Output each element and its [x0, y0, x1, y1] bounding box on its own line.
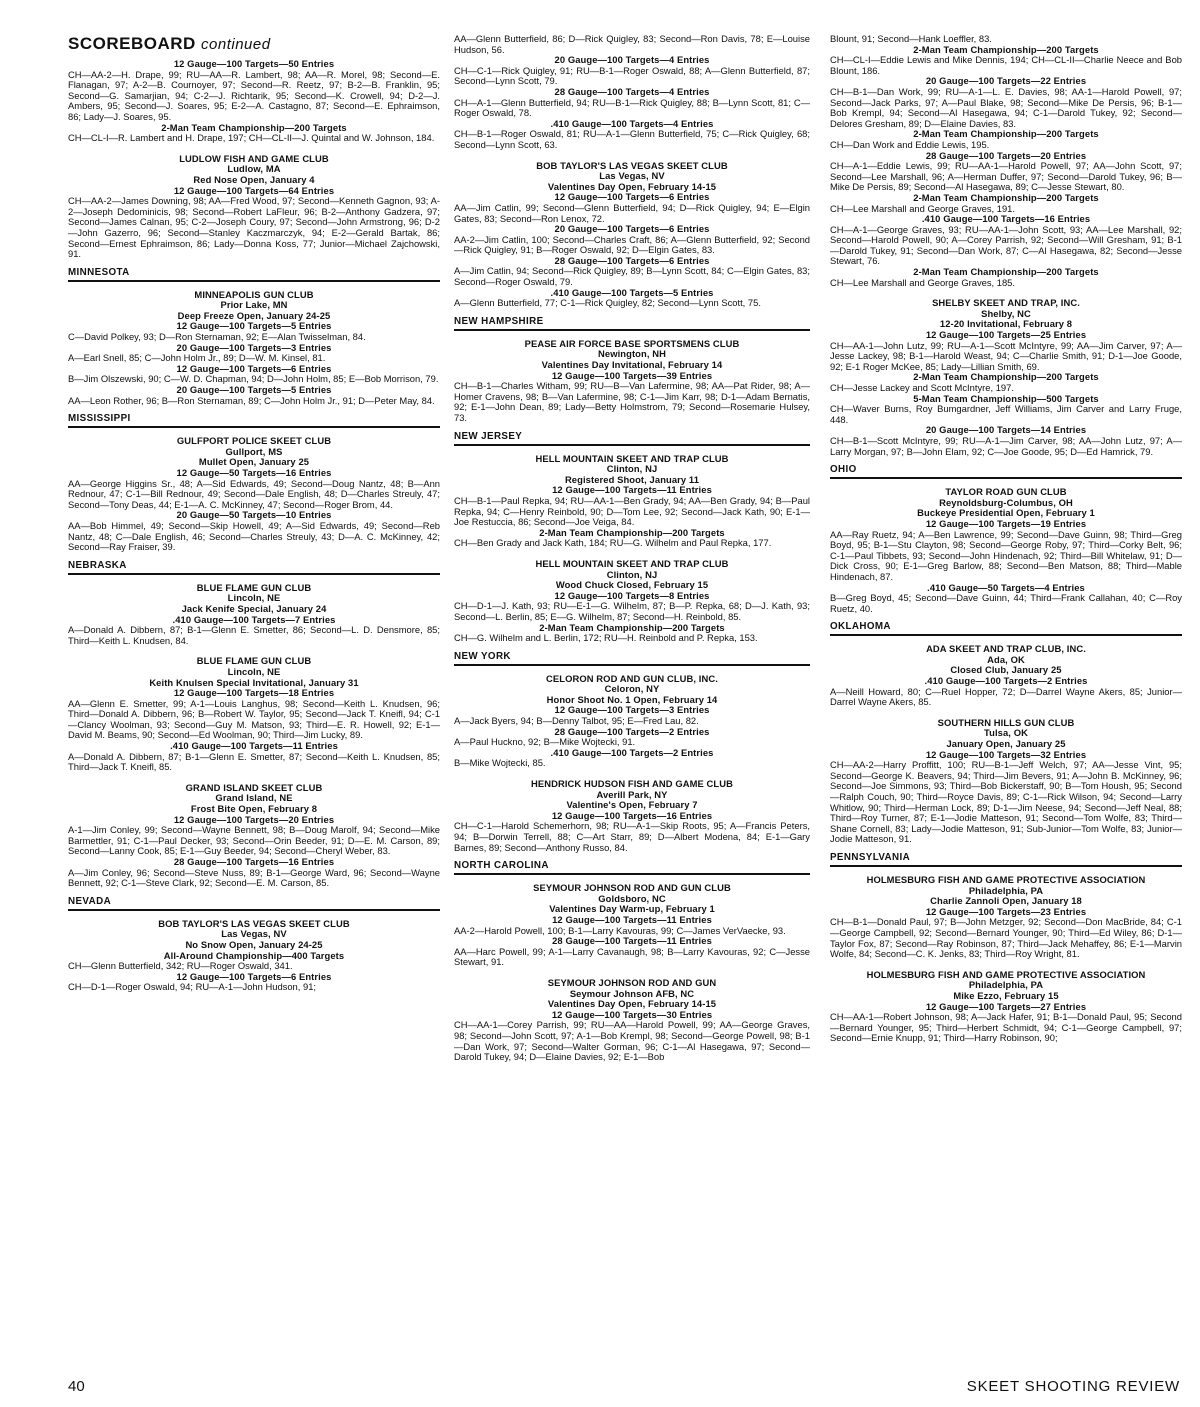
header-title: SCOREBOARD — [68, 34, 196, 53]
event-heading — [454, 87, 810, 98]
results-paragraph: A—Neill Howard, 80; C—Ruel Hopper, 72; D—Darrel Wayne Akers, 85; Junior—Darrel Wayne Akers, 85. — [830, 685, 1182, 708]
state-heading: NEW YORK — [454, 648, 810, 666]
heading-line: 12 Gauge—100 Targets—20 Entries — [173, 813, 335, 825]
results-paragraph: AA—Leon Rother, 96; B—Ron Sternaman, 89; C—John Holm Jr., 91; D—Peter May, 84. — [68, 394, 435, 406]
results-paragraph: AA—Bob Himmel, 49; Second—Skip Howell, 49; A—Sid Edwards, 49; Second—Reb Nantz, 48; C—Dale English, 46; Second—Charles Streuly, 43; D—A. C. McKinney, 42; Second—Ray Fraiser, 39. — [68, 519, 440, 553]
heading-line: Wood Chuck Closed, February 15 — [555, 579, 709, 591]
event-heading — [454, 883, 810, 925]
heading-line: HOLMESBURG FISH AND GAME PROTECTIVE ASSOCIATION — [866, 968, 1146, 980]
heading-line: 12 Gauge—100 Targets—18 Entries — [173, 687, 335, 699]
heading-line: BOB TAYLOR'S LAS VEGAS SKEET CLUB — [158, 917, 350, 929]
heading-line: Goldsboro, NC — [598, 892, 666, 904]
results-paragraph: CH—B-1—Roger Oswald, 81; RU—A-1—Glenn Butterfield, 75; C—Rick Quigley, 68; Second—Lynn Scott, 63. — [454, 128, 810, 150]
heading-line: 28 Gauge—100 Targets—4 Entries — [554, 85, 710, 97]
heading-line: Deep Freeze Open, January 24-25 — [177, 309, 331, 321]
heading-line: 12 Gauge—100 Targets—30 Entries — [551, 1008, 713, 1020]
results-paragraph: A—Jim Conley, 96; Second—Steve Nuss, 89; B-1—George Ward, 96; Second—Wayne Bennett, 92; C-1—Steve Clark, 92; Second—E. M. Carson, 85. — [68, 866, 440, 889]
results-paragraph: CH—AA-2—H. Drape, 99; RU—AA—R. Lambert, 98; AA—R. Morel, 98; Second—E. Flanagan, 97; A-2—B. Cournoyer, 97; Second—R. Reetz, 97; B-2—B. Franklin, 95; Second—G. Samarjian, 94; C-2—J. Richtarik, 95; Second—K. Crowell, 94; D-2—J. Ambers, 95; Second—J. Soares, 95; E-2—A. Castagno, 87; Second—E. Ephraimson, 86; Lady—J. Soares, 95. — [68, 68, 440, 122]
heading-line: 28 Gauge—100 Targets—16 Entries — [173, 856, 335, 867]
heading-line: SEYMOUR JOHNSON ROD AND GUN — [547, 976, 717, 988]
results-paragraph: CH—B-1—Dan Work, 99; RU—A-1—L. E. Davies, 98; AA-1—Harold Powell, 97; Second—Jack Parks, 97; A—Paul Blake, 98; Second—Mike De Persis, 96; B-1—Bob Krempl, 94; Second—Al Hasegawa, 94; C-1—Darold Tukey, 92; Second—Delores Gresham, 89; D—Elaine Davies, 83. — [830, 85, 1182, 129]
state-heading: NEW JERSEY — [454, 428, 810, 446]
heading-line: 20 Gauge—100 Targets—6 Entries — [554, 223, 710, 235]
heading-line: ADA SKEET AND TRAP CLUB, INC. — [926, 643, 1086, 655]
heading-line: 20 Gauge—100 Targets—4 Entries — [554, 54, 710, 66]
results-paragraph: A—Jack Byers, 94; B—Denny Talbot, 95; E—Fred Lau, 82. — [454, 715, 699, 727]
heading-line: Gullport, MS — [225, 445, 283, 457]
column-1 — [68, 34, 440, 993]
event-heading — [68, 783, 440, 825]
heading-line: 12 Gauge—100 Targets—25 Entries — [925, 329, 1087, 341]
results-paragraph: AA-2—Harold Powell, 100; B-1—Larry Kavouras, 99; C—James VerVaecke, 93. — [454, 924, 786, 936]
subheading: 2-Man Team Championship—200 Targets — [539, 621, 725, 633]
results-paragraph: C—David Polkey, 93; D—Ron Sternaman, 92; E—Alan Twisselman, 84. — [68, 331, 366, 343]
results-paragraph: CH—B-1—Charles Witham, 99; RU—B—Van Lafermine, 98; AA—Pat Rider, 98; A—Homer Cravens, 98; B—Van Lafermine, 98; C-1—Jim Karr, 98; D-1—Adam Bernatis, 92; E-1—John Dean, 89; Lady—Betty Holmstrom, 79; Second—Rosemarie Hulsey, 73. — [454, 380, 810, 423]
results-paragraph: B—Greg Boyd, 45; Second—Dave Guinn, 44; Third—Frank Callahan, 40; C—Roy Ruetz, 40. — [830, 592, 1182, 614]
event-heading — [454, 339, 810, 381]
state-heading: OKLAHOMA — [830, 618, 1182, 636]
heading-line: No Snow Open, January 24-25 — [185, 938, 323, 950]
results-paragraph: AA—Harc Powell, 99; A-1—Larry Cavanaugh, 98; B—Larry Kavouras, 92; C—Jesse Stewart, 91. — [454, 945, 810, 968]
state-heading: NORTH CAROLINA — [454, 857, 810, 875]
heading-line: Jack Kenife Special, January 24 — [181, 602, 327, 614]
results-paragraph: CH—B-1—Donald Paul, 97; B—John Metzger, 92; Second—Don MacBride, 84; C-1—George Campbell, 92; Second—Bernard Younger, 90; Third—Ed Wiley, 86; D-1—Taylor Fox, 87; Second—Ray Robinson, 87; Third—Jack Mehaffey, 86; E-1—Marvin Wolfe, 84; Second—C. K. Jenks, 83; Third—Roy Wright, 81. — [830, 916, 1182, 960]
state-heading: MINNESOTA — [68, 264, 440, 282]
column-2 — [454, 34, 810, 1063]
heading-line: Celoron, NY — [604, 683, 660, 695]
heading-line: Clinton, NJ — [606, 568, 658, 580]
subheading: 2-Man Team Championship—200 Targets — [161, 121, 347, 133]
heading-line: Ludlow, MA — [227, 163, 281, 175]
heading-line: Shelby, NC — [981, 307, 1031, 319]
header-subtitle: continued — [201, 36, 271, 53]
heading-line: All-Around Championship—400 Targets — [163, 949, 345, 961]
heading-line: 12 Gauge—100 Targets—27 Entries — [925, 1000, 1087, 1012]
heading-line: HOLMESBURG FISH AND GAME PROTECTIVE ASSOCIATION — [866, 873, 1146, 885]
heading-line: January Open, January 25 — [946, 738, 1066, 750]
heading-line: Mike Ezzo, February 15 — [953, 989, 1059, 1001]
event-heading — [68, 656, 440, 698]
heading-line: 28 Gauge—100 Targets—2 Entries — [554, 725, 710, 737]
heading-line: 12 Gauge—100 Targets—19 Entries — [925, 517, 1087, 529]
state-heading: NEW HAMPSHIRE — [454, 313, 810, 331]
results-paragraph: A—Glenn Butterfield, 77; C-1—Rick Quigley, 82; Second—Lynn Scott, 75. — [454, 297, 761, 309]
heading-line: .410 Gauge—100 Targets—2 Entries — [550, 746, 714, 758]
heading-line: SEYMOUR JOHNSON ROD AND GUN CLUB — [533, 882, 731, 894]
subheading: 5-Man Team Championship—500 Targets — [913, 392, 1099, 404]
results-paragraph: B—Mike Wojtecki, 85. — [454, 757, 546, 769]
event-heading — [830, 718, 1182, 760]
results-paragraph: A—Donald A. Dibbern, 87; B-1—Glenn E. Smetter, 86; Second—L. D. Densmore, 85; Third—Keith L. Knudsen, 84. — [68, 624, 440, 646]
event-heading — [454, 779, 810, 821]
heading-line: Frost Bite Open, February 8 — [190, 803, 318, 815]
event-heading — [454, 161, 810, 203]
heading-line: TAYLOR ROAD GUN CLUB — [945, 486, 1067, 498]
heading-line: GRAND ISLAND SKEET CLUB — [185, 781, 323, 793]
results-paragraph: CH—Dan Work and Eddie Lewis, 195. — [830, 138, 990, 150]
heading-line: 12 Gauge—100 Targets—64 Entries — [173, 184, 335, 196]
heading-line: 12 Gauge—100 Targets—16 Entries — [551, 809, 713, 821]
event-heading — [830, 487, 1182, 529]
heading-line: .410 Gauge—50 Targets—4 Entries — [927, 581, 1085, 593]
results-paragraph: AA—Glenn Butterfield, 86; D—Rick Quigley, 83; Second—Ron Davis, 78; E—Louise Hudson, 56. — [454, 33, 810, 55]
results-paragraph: CH—B-1—Paul Repka, 94; RU—AA-1—Ben Grady, 94; AA—Ben Grady, 94; B—Paul Repka, 94; C—Henry Reinbold, 90; D—Tom Lee, 92; Second—Jack Kath, 90; E-1—Joe Restuccia, 86; Second—Joe Veiga, 84. — [454, 494, 810, 528]
results-paragraph: CH—CL-I—Eddie Lewis and Mike Dennis, 194; CH—CL-II—Charlie Neece and Bob Blount, 186. — [830, 54, 1182, 76]
heading-line: Red Nose Open, January 4 — [193, 173, 315, 185]
state-heading: NEBRASKA — [68, 557, 440, 575]
results-paragraph: CH—B-1—Scott McIntyre, 99; RU—A-1—Jim Carver, 98; AA—John Lutz, 97; A—Larry Morgan, 97; B—John Elam, 92; C—Joe Goode, 95; D—Ed Hamrick, 79. — [830, 434, 1182, 457]
heading-line: .410 Gauge—100 Targets—16 Entries — [921, 213, 1091, 225]
event-heading — [454, 978, 810, 1020]
results-paragraph: CH—Lee Marshall and George Graves, 191. — [830, 202, 1015, 214]
page-header — [68, 34, 440, 55]
state-heading: OHIO — [830, 461, 1182, 479]
heading-line: Buckeye Presidential Open, February 1 — [917, 507, 1095, 519]
heading-line: GULFPORT POLICE SKEET CLUB — [176, 435, 332, 447]
heading-line: Charlie Zannoli Open, January 18 — [930, 895, 1082, 907]
heading-line: Clinton, NJ — [606, 463, 658, 475]
results-paragraph: CH—A-1—George Graves, 93; RU—AA-1—John Scott, 93; AA—Lee Marshall, 92; Second—Harold Powell, 90; A—Corey Parrish, 92; Second—Will Gresham, 91; B-1—Darold Tukey, 91; Second—Dan Work, 87; C—Al Hasegawa, 82; Second—Jesse Stewart, 76. — [830, 223, 1182, 267]
heading-line: Valentines Day Open, February 14-15 — [547, 998, 717, 1010]
subheading: 2-Man Team Championship—200 Targets — [539, 526, 725, 538]
heading-line: 28 Gauge—100 Targets—11 Entries — [552, 935, 712, 947]
heading-line: 12 Gauge—100 Targets—23 Entries — [925, 905, 1087, 917]
subheading: 2-Man Team Championship—200 Targets — [913, 128, 1099, 140]
heading-line: 28 Gauge—100 Targets—20 Entries — [925, 149, 1087, 161]
results-paragraph: A—Jim Catlin, 94; Second—Rick Quigley, 89; B—Lynn Scott, 84; C—Elgin Gates, 83; Second—Roger Oswald, 79. — [454, 265, 810, 288]
event-heading — [454, 674, 810, 716]
results-paragraph: CH—AA-2—James Downing, 98; AA—Fred Wood, 97; Second—Kenneth Gagnon, 93; A-2—Joseph Dedominicis, 98; Second—Robert LaFleur, 96; B-2—Anthony Gadzera, 97; Second—James Calnan, 95; C-2—Joseph Coury, 97; Second—John Armstrong, 96; D-2—John Gazerro, 96; Second—Stanley Kaczmarczyk, 94; E-2—Gerald Bartak, 86; Second—Ernest Ephraimson, 86; Lady—Donna Koss, 77; Junior—Michael Zajchowski, 91. — [68, 195, 440, 260]
results-paragraph: AA—George Higgins Sr., 48; A—Sid Edwards, 49; Second—Doug Nantz, 48; B—Ann Rednour, 47; C-1—Bill Rednour, 49; Second—Dale English, 48; D—Charles Streuly, 47; Second—Tony Deas, 44; E-1—A. C. McKinney, 47; Second—Roger Brom, 44. — [68, 477, 440, 510]
event-heading — [830, 644, 1182, 686]
results-paragraph: AA-2—Jim Catlin, 100; Second—Charles Craft, 86; A—Glenn Butterfield, 92; Second—Rick Quigley, 91; B—Roger Oswald, 92; D—Elgin Gates, 83. — [454, 233, 810, 256]
heading-line: Las Vegas, NV — [599, 170, 665, 182]
heading-line: .410 Gauge—100 Targets—7 Entries — [172, 613, 336, 625]
magazine-title: SKEET SHOOTING REVIEW — [966, 1378, 1180, 1395]
heading-line: BLUE FLAME GUN CLUB — [196, 581, 312, 593]
results-paragraph: CH—C-1—Harold Schemerhorn, 98; RU—A-1—Skip Roots, 95; A—Francis Peters, 94; B—Dorwin Terrell, 88; C—Art Starr, 89; D—Albert Modena, 84; E-1—Gary Barnes, 89; Second—Anthony Russo, 84. — [454, 820, 810, 853]
heading-line: Newington, NH — [598, 348, 666, 360]
heading-line: Tulsa, OK — [984, 727, 1028, 739]
heading-line: 12 Gauge—100 Targets—32 Entries — [925, 748, 1087, 760]
heading-line: 20 Gauge—50 Targets—10 Entries — [176, 509, 332, 521]
heading-line: Lincoln, NE — [227, 665, 281, 677]
heading-line: Closed Club, January 25 — [950, 664, 1062, 676]
results-paragraph: A—Paul Huckno, 92; B—Mike Wojtecki, 91. — [454, 736, 636, 748]
results-paragraph: CH—AA-1—Robert Johnson, 98; A—Jack Hafer, 91; B-1—Donald Paul, 95; Second—Bernard Younger, 95; Third—Herbert Schmidt, 94; C-1—George Campbell, 97; Second—Ernie Knupp, 91; Third—Harry Robinson, 90; — [830, 1011, 1182, 1044]
heading-line: Valentines Day Invitational, February 14 — [541, 359, 723, 371]
heading-line: 28 Gauge—100 Targets—6 Entries — [554, 254, 710, 266]
heading-line: 20 Gauge—100 Targets—3 Entries — [176, 341, 332, 353]
event-heading — [68, 857, 440, 868]
results-paragraph: Blount, 91; Second—Hank Loeffler, 83. — [830, 33, 992, 44]
heading-line: 12 Gauge—100 Targets—8 Entries — [554, 589, 710, 601]
state-heading: MISSISSIPPI — [68, 410, 440, 428]
results-paragraph: A—Earl Snell, 85; C—John Holm Jr., 89; D—W. M. Kinsel, 81. — [68, 352, 326, 364]
state-heading: PENNSYLVANIA — [830, 849, 1182, 867]
event-heading — [830, 298, 1182, 340]
heading-line: .410 Gauge—100 Targets—11 Entries — [170, 740, 338, 752]
heading-line: 12 Gauge—100 Targets—6 Entries — [176, 970, 332, 982]
event-heading — [68, 919, 440, 961]
subheading: 2-Man Team Championship—200 Targets — [913, 191, 1099, 203]
results-paragraph: AA—Glenn E. Smetter, 99; A-1—Louis Langhus, 98; Second—Keith L. Knudsen, 96; Third—Donald A. Dibbern, 96; B—Robert W. Taylor, 95; Second—Jack T. Kneifl, 94; C-1—Clancy Woolman, 93; Second—Guy M. Matson, 93; Third—E. R. Howell, 92; E-1—David M. Beams, 90; Second—Ed Woolman, 90; Third—Jim Lucky, 89. — [68, 697, 440, 741]
heading-line: Lincoln, NE — [227, 592, 281, 604]
results-paragraph: CH—D-1—J. Kath, 93; RU—E-1—G. Wilhelm, 87; B—P. Repka, 68; D—J. Kath, 93; Second—L. Berlin, 85; E—G. Wilhelm, 87; Second—H. Reinbold, 85. — [454, 600, 810, 622]
results-paragraph: CH—Jesse Lackey and Scott McIntyre, 197. — [830, 382, 1014, 393]
heading-line: .410 Gauge—100 Targets—5 Entries — [550, 286, 714, 298]
heading-line: Reynoldsburg-Columbus, OH — [939, 496, 1073, 508]
results-paragraph: CH—CL-I—R. Lambert and H. Drape, 197; CH—CL-II—J. Quintal and W. Johnson, 184. — [68, 132, 435, 144]
event-heading — [830, 875, 1182, 917]
event-heading — [68, 583, 440, 625]
subheading: 2-Man Team Championship—200 Targets — [913, 43, 1099, 55]
results-paragraph: B—Jim Olszewski, 90; C—W. D. Chapman, 94; D—John Holm, 85; E—Bob Morrison, 79. — [68, 373, 439, 385]
heading-line: Averill Park, NY — [596, 788, 668, 800]
heading-line: Honor Shoot No. 1 Open, February 14 — [546, 693, 718, 705]
results-paragraph: CH—Ben Grady and Jack Kath, 184; RU—G. Wilhelm and Paul Repka, 177. — [454, 537, 772, 549]
heading-line: Philadelphia, PA — [968, 979, 1044, 991]
results-paragraph: A—Donald A. Dibbern, 87; B-1—Glenn E. Smetter, 87; Second—Keith L. Knudsen, 85; Third—Jack T. Kneifl, 85. — [68, 750, 440, 773]
heading-line: Prior Lake, MN — [220, 299, 288, 311]
heading-line: Ada, OK — [987, 653, 1025, 665]
results-paragraph: CH—AA-1—Corey Parrish, 99; RU—AA—Harold Powell, 99; AA—George Graves, 98; Second—John Scott, 97; A-1—Bob Krempl, 98; Second—George Powell, 98; B-1—Dan Work, 97; Second—Walter Gorman, 96; C-1—Al Hasegawa, 97; Second—Darold Tukey, 94; D—Elaine Davies, 92; E-1—Bob — [454, 1019, 810, 1063]
heading-line: Philadelphia, PA — [968, 884, 1044, 896]
heading-line: Mullet Open, January 25 — [198, 456, 310, 468]
heading-line: 12-20 Invitational, February 8 — [939, 318, 1073, 330]
event-heading — [68, 290, 440, 332]
heading-line: Keith Knulsen Special Invitational, January 31 — [149, 676, 359, 688]
event-heading — [454, 454, 810, 496]
heading-line: 12 Gauge—100 Targets—6 Entries — [554, 191, 710, 203]
results-paragraph: CH—C-1—Rick Quigley, 91; RU—B-1—Roger Oswald, 88; A—Glenn Butterfield, 87; Second—Lynn Scott, 79. — [454, 64, 810, 87]
results-paragraph: AA—Ray Ruetz, 94; A—Ben Lawrence, 99; Second—Dave Guinn, 98; Third—Greg Boyd, 95; B-1—Stu Clayton, 98; Second—George Roby, 97; Third—Corky Belt, 96; C-1—Paul Tibbets, 93; Second—John Hindenach, 92; Third—Bill Whitelaw, 91; D—Dick Cross, 90; E-1—Greg Barlow, 88; Second—Ben Matson, 88; Third—Mable Hindenach, 87. — [830, 528, 1182, 582]
results-paragraph: CH—D-1—Roger Oswald, 94; RU—A-1—John Hudson, 91; — [68, 981, 317, 993]
subheading: 2-Man Team Championship—200 Targets — [913, 266, 1099, 278]
heading-line: 12 Gauge—100 Targets—11 Entries — [552, 484, 712, 496]
heading-line: 12 Gauge—100 Targets—11 Entries — [552, 913, 712, 925]
results-paragraph: CH—Waver Burns, Roy Bumgardner, Jeff Williams, Jim Carver and Larry Fruge, 448. — [830, 403, 1182, 425]
results-paragraph: CH—Glenn Butterfield, 342; RU—Roger Oswald, 341. — [68, 960, 293, 972]
heading-line: CELORON ROD AND GUN CLUB, INC. — [546, 672, 718, 684]
heading-line: 12 Gauge—50 Targets—16 Entries — [176, 467, 332, 478]
page-number: 40 — [68, 1378, 85, 1395]
heading-line: 20 Gauge—100 Targets—5 Entries — [176, 384, 332, 396]
heading-line: Valentines Day Warm-up, February 1 — [549, 903, 715, 915]
heading-line: HENDRICK HUDSON FISH AND GAME CLUB — [530, 778, 733, 790]
heading-line: HELL MOUNTAIN SKEET AND TRAP CLUB — [535, 557, 729, 569]
heading-line: Grand Island, NE — [215, 792, 293, 804]
results-paragraph: CH—A-1—Eddie Lewis, 99; RU—AA-1—Harold Powell, 97; AA—John Scott, 97; Second—Lee Marshall, 96; A—Herman Duffer, 97; Second—Darold Tukey, 96; B—Mike De Persis, 89; Second—Al Hasegawa, 89; C—Jesse Stewart, 80. — [830, 160, 1182, 193]
subheading: 2-Man Team Championship—200 Targets — [913, 371, 1099, 383]
state-heading: NEVADA — [68, 893, 440, 911]
results-paragraph: AA—Jim Catlin, 99; Second—Glenn Butterfield, 94; D—Rick Quigley, 94; E—Elgin Gates, 83; Second—Ron Lenox, 72. — [454, 201, 810, 224]
heading-line: 12 Gauge—100 Targets—5 Entries — [176, 320, 332, 332]
heading-line: LUDLOW FISH AND GAME CLUB — [179, 152, 329, 164]
heading-line: BLUE FLAME GUN CLUB — [196, 655, 312, 667]
results-paragraph: CH—Lee Marshall and George Graves, 185. — [830, 276, 1015, 288]
heading-line: SHELBY SKEET AND TRAP, INC. — [932, 297, 1080, 309]
heading-line: Seymour Johnson AFB, NC — [569, 987, 695, 999]
heading-line: BOB TAYLOR'S LAS VEGAS SKEET CLUB — [536, 159, 728, 171]
heading-line: Registered Shoot, January 11 — [564, 473, 700, 485]
heading-line: Valentines Day Open, February 14-15 — [547, 180, 717, 192]
heading-line: .410 Gauge—100 Targets—4 Entries — [550, 117, 714, 129]
heading-line: HELL MOUNTAIN SKEET AND TRAP CLUB — [535, 452, 729, 464]
heading-line: Valentine's Open, February 7 — [566, 799, 698, 811]
results-paragraph: CH—AA-1—John Lutz, 99; RU—A-1—Scott McIntyre, 99; AA—Jim Carver, 97; A—Jesse Lackey, 98; B-1—Harold Weast, 94; C—Charlie Smith, 91; D-1—Joe Goode, 92; E-1 Roger McKee, 85; Lady—Lillian Smith, 69. — [830, 339, 1182, 372]
results-paragraph: CH—A-1—Glenn Butterfield, 94; RU—B-1—Rick Quigley, 88; B—Lynn Scott, 81; C—Roger Oswald, 78. — [454, 96, 810, 119]
heading-line: .410 Gauge—100 Targets—2 Entries — [924, 675, 1088, 687]
column-3 — [830, 34, 1182, 1044]
subheading: 12 Gauge—100 Targets—50 Entries — [173, 58, 335, 69]
event-heading — [68, 154, 440, 196]
results-paragraph: CH—AA-2—Harry Proffitt, 100; RU—B-1—Jeff Welch, 97; AA—Jesse Vint, 95; Second—George K. Beavers, 94; Third—Jim Bevers, 91; A—John B. McKinney, 96; Second—Joe Simmons, 93; Third—Bob Bickerstaff, 90; B—Tom Housh, 95; Second—Ralph Couch, 90; Third—Royce Davis, 89; C-1—Rick Wilson, 94; Second—Larry Whitlow, 90; Third—Herman Lock, 89; D-1—Jim Neese, 94; Second—Jeff Neal, 88; Third—Roy Turner, 87; E-1—Jodie Matteson, 91; Second—Tom Wolfe, 83; Third—Shane Cornell, 83; Lady—Jodie Matteson, 91; Sub-Junior—Tom Wolfe, 83; Junior—Jodie Matteson, 91. — [830, 759, 1182, 845]
results-paragraph: CH—G. Wilhelm and L. Berlin, 172; RU—H. Reinbold and P. Repka, 153. — [454, 632, 758, 644]
heading-line: 12 Gauge—100 Targets—3 Entries — [554, 704, 710, 716]
heading-line: 12 Gauge—100 Targets—6 Entries — [176, 362, 332, 374]
results-paragraph: A-1—Jim Conley, 99; Second—Wayne Bennett, 98; B—Doug Marolf, 94; Second—Mike Barmettler, 91; C-1—Paul Decker, 93; Second—Orin Beeder, 91; D—E. M. Carson, 89; Second—Lanny Cook, 85; E-1—Guy Beeder, 94; Second—Cheryl Weber, 83. — [68, 824, 440, 857]
event-heading — [830, 970, 1182, 1012]
heading-line: PEASE AIR FORCE BASE SPORTSMENS CLUB — [524, 337, 740, 349]
heading-line: Las Vegas, NV — [221, 928, 287, 940]
event-heading — [68, 436, 440, 478]
heading-line: 20 Gauge—100 Targets—22 Entries — [925, 75, 1087, 87]
event-heading — [454, 559, 810, 601]
heading-line: 20 Gauge—100 Targets—14 Entries — [925, 424, 1087, 436]
heading-line: 12 Gauge—100 Targets—39 Entries — [551, 369, 713, 381]
heading-line: MINNEAPOLIS GUN CLUB — [194, 288, 314, 300]
heading-line: SOUTHERN HILLS GUN CLUB — [937, 716, 1075, 728]
